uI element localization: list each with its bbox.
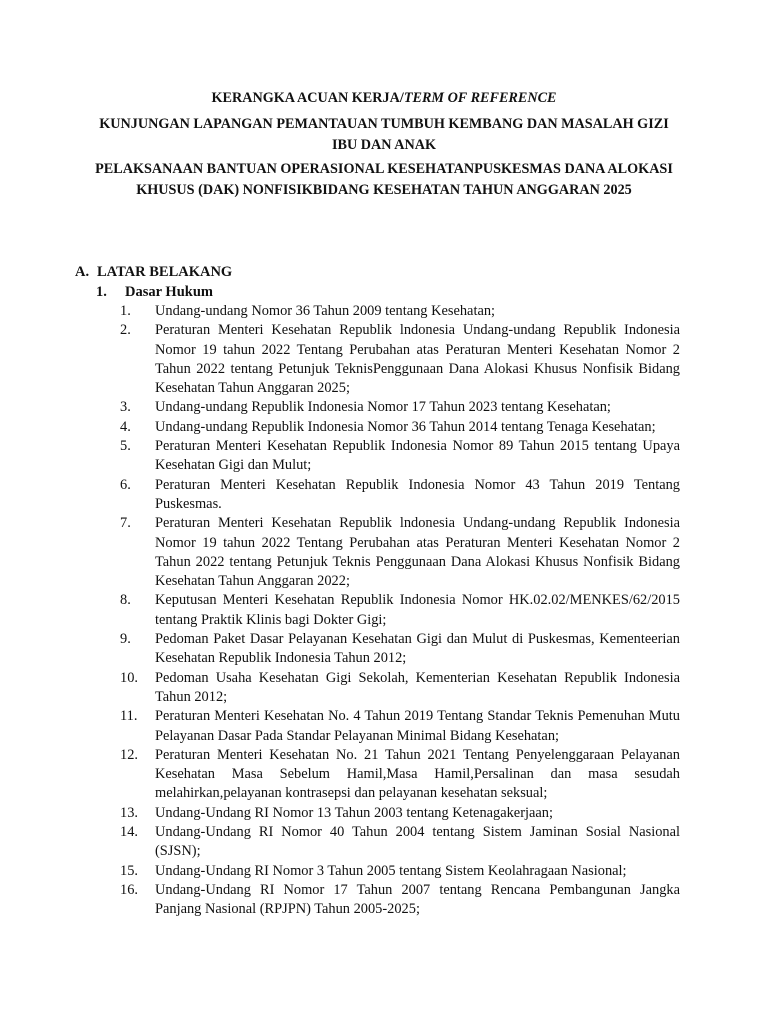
list-item: 8. Keputusan Menteri Kesehatan Republik Indonesia Nomor HK.02.02/MENKES/62/2015 tentang Praktik Klinis bagi Dokter Gigi;: [120, 592, 680, 628]
list-item: 12. Peraturan Menteri Kesehatan No. 21 Tahun 2021 Tentang Penyelenggaraan Pelayanan Kesehatan Masa Sebelum Hamil,Masa Hamil,Persalinan dan masa sesudah melahirkan,pelayanan kontrasepsi dan pelayanan kesehatan seksual;: [120, 746, 680, 802]
title-line-1: [80, 88, 688, 109]
list-item: 5. Peraturan Menteri Kesehatan Republik Indonesia Nomor 89 Tahun 2015 tentang Upaya Kesehatan Gigi dan Mulut;: [120, 438, 680, 474]
title-line-2: KUNJUNGAN LAPANGAN PEMANTAUAN TUMBUH KEMBANG DAN MASALAH GIZI IBU DAN ANAK: [99, 116, 669, 153]
legal-basis-list: [120, 302, 680, 920]
section-1-heading: [96, 282, 213, 303]
list-item: 16. Undang-Undang RI Nomor 17 Tahun 2007 tentang Rencana Pembangunan Jangka Panjang Nasional (RPJPN) Tahun 2005-2025;: [120, 881, 680, 918]
list-item: 9. Pedoman Paket Dasar Pelayanan Kesehatan Gigi dan Mulut di Puskesmas, Kementeerian Kesehatan Republik Indonesia Tahun 2012;: [120, 631, 680, 667]
section-a-letter: A.: [75, 264, 90, 280]
list-item: 4. Undang-undang Republik Indonesia Nomor 36 Tahun 2014 tentang Tenaga Kesehatan;: [120, 418, 656, 435]
title-line-1-italic: TERM OF REFERENCE: [403, 90, 557, 106]
section-1-number: 1.: [96, 284, 107, 300]
section-a-heading: [75, 262, 232, 283]
list-item: 1. Undang-undang Nomor 36 Tahun 2009 tentang Kesehatan;: [120, 303, 496, 319]
list-item: 11. Peraturan Menteri Kesehatan No. 4 Tahun 2019 Tentang Standar Teknis Pemenuhan Mutu Pelayanan Dasar Pada Standar Pelayanan Minimal Bidang Kesehatan;: [120, 708, 680, 744]
list-item: 3. Undang-undang Republik Indonesia Nomor 17 Tahun 2023 tentang Kesehatan;: [120, 399, 611, 416]
title-line-3: PELAKSANAAN BANTUAN OPERASIONAL KESEHATANPUSKESMAS DANA ALOKASI KHUSUS (DAK) NONFISIKBIDANG KESEHATAN TAHUN ANGGARAN 2025: [95, 161, 673, 198]
list-item: 14. Undang-Undang RI Nomor 40 Tahun 2004 tentang Sistem Jaminan Sosial Nasional (SJSN);: [120, 824, 680, 860]
list-item: 2. Peraturan Menteri Kesehatan Republik lndonesia Undang-undang Republik Indonesia Nomor 19 tahun 2022 Tentang Perubahan atas Peraturan Menteri Kesehatan Nomor 2 Tahun 2022 tentang Petunjuk TeknisPenggunaan Dana Alokasi Khusus Nonfisik Bidang Kesehatan Tahun Anggaran 2025;: [120, 322, 680, 397]
list-item: 7. Peraturan Menteri Kesehatan Republik lndonesia Undang-undang Republik Indonesia Nomor 19 tahun 2022 Tentang Perubahan atas Peraturan Menteri Kesehatan Nomor 2 Tahun 2022 tentang Petunjuk Teknis Penggunaan Dana Alokasi Khusus Nonfisik Bidang Kesehatan Tahun Anggaran 2022;: [120, 515, 680, 590]
title-line-1-normal: KERANGKA ACUAN KERJA/: [211, 90, 404, 106]
section-1-title: Dasar Hukum: [125, 284, 213, 300]
list-item: 13. Undang-Undang RI Nomor 13 Tahun 2003 tentang Ketenagakerjaan;: [120, 804, 553, 821]
list-item: 6. Peraturan Menteri Kesehatan Republik Indonesia Nomor 43 Tahun 2019 Tentang Puskesmas.: [120, 476, 680, 512]
list-item: 10. Pedoman Usaha Kesehatan Gigi Sekolah, Kementerian Kesehatan Republik Indonesia Tahun 2012;: [120, 669, 680, 705]
list-item: 15. Undang-Undang RI Nomor 3 Tahun 2005 tentang Sistem Keolahragaan Nasional;: [120, 862, 627, 879]
section-a-title: LATAR BELAKANG: [97, 264, 233, 280]
